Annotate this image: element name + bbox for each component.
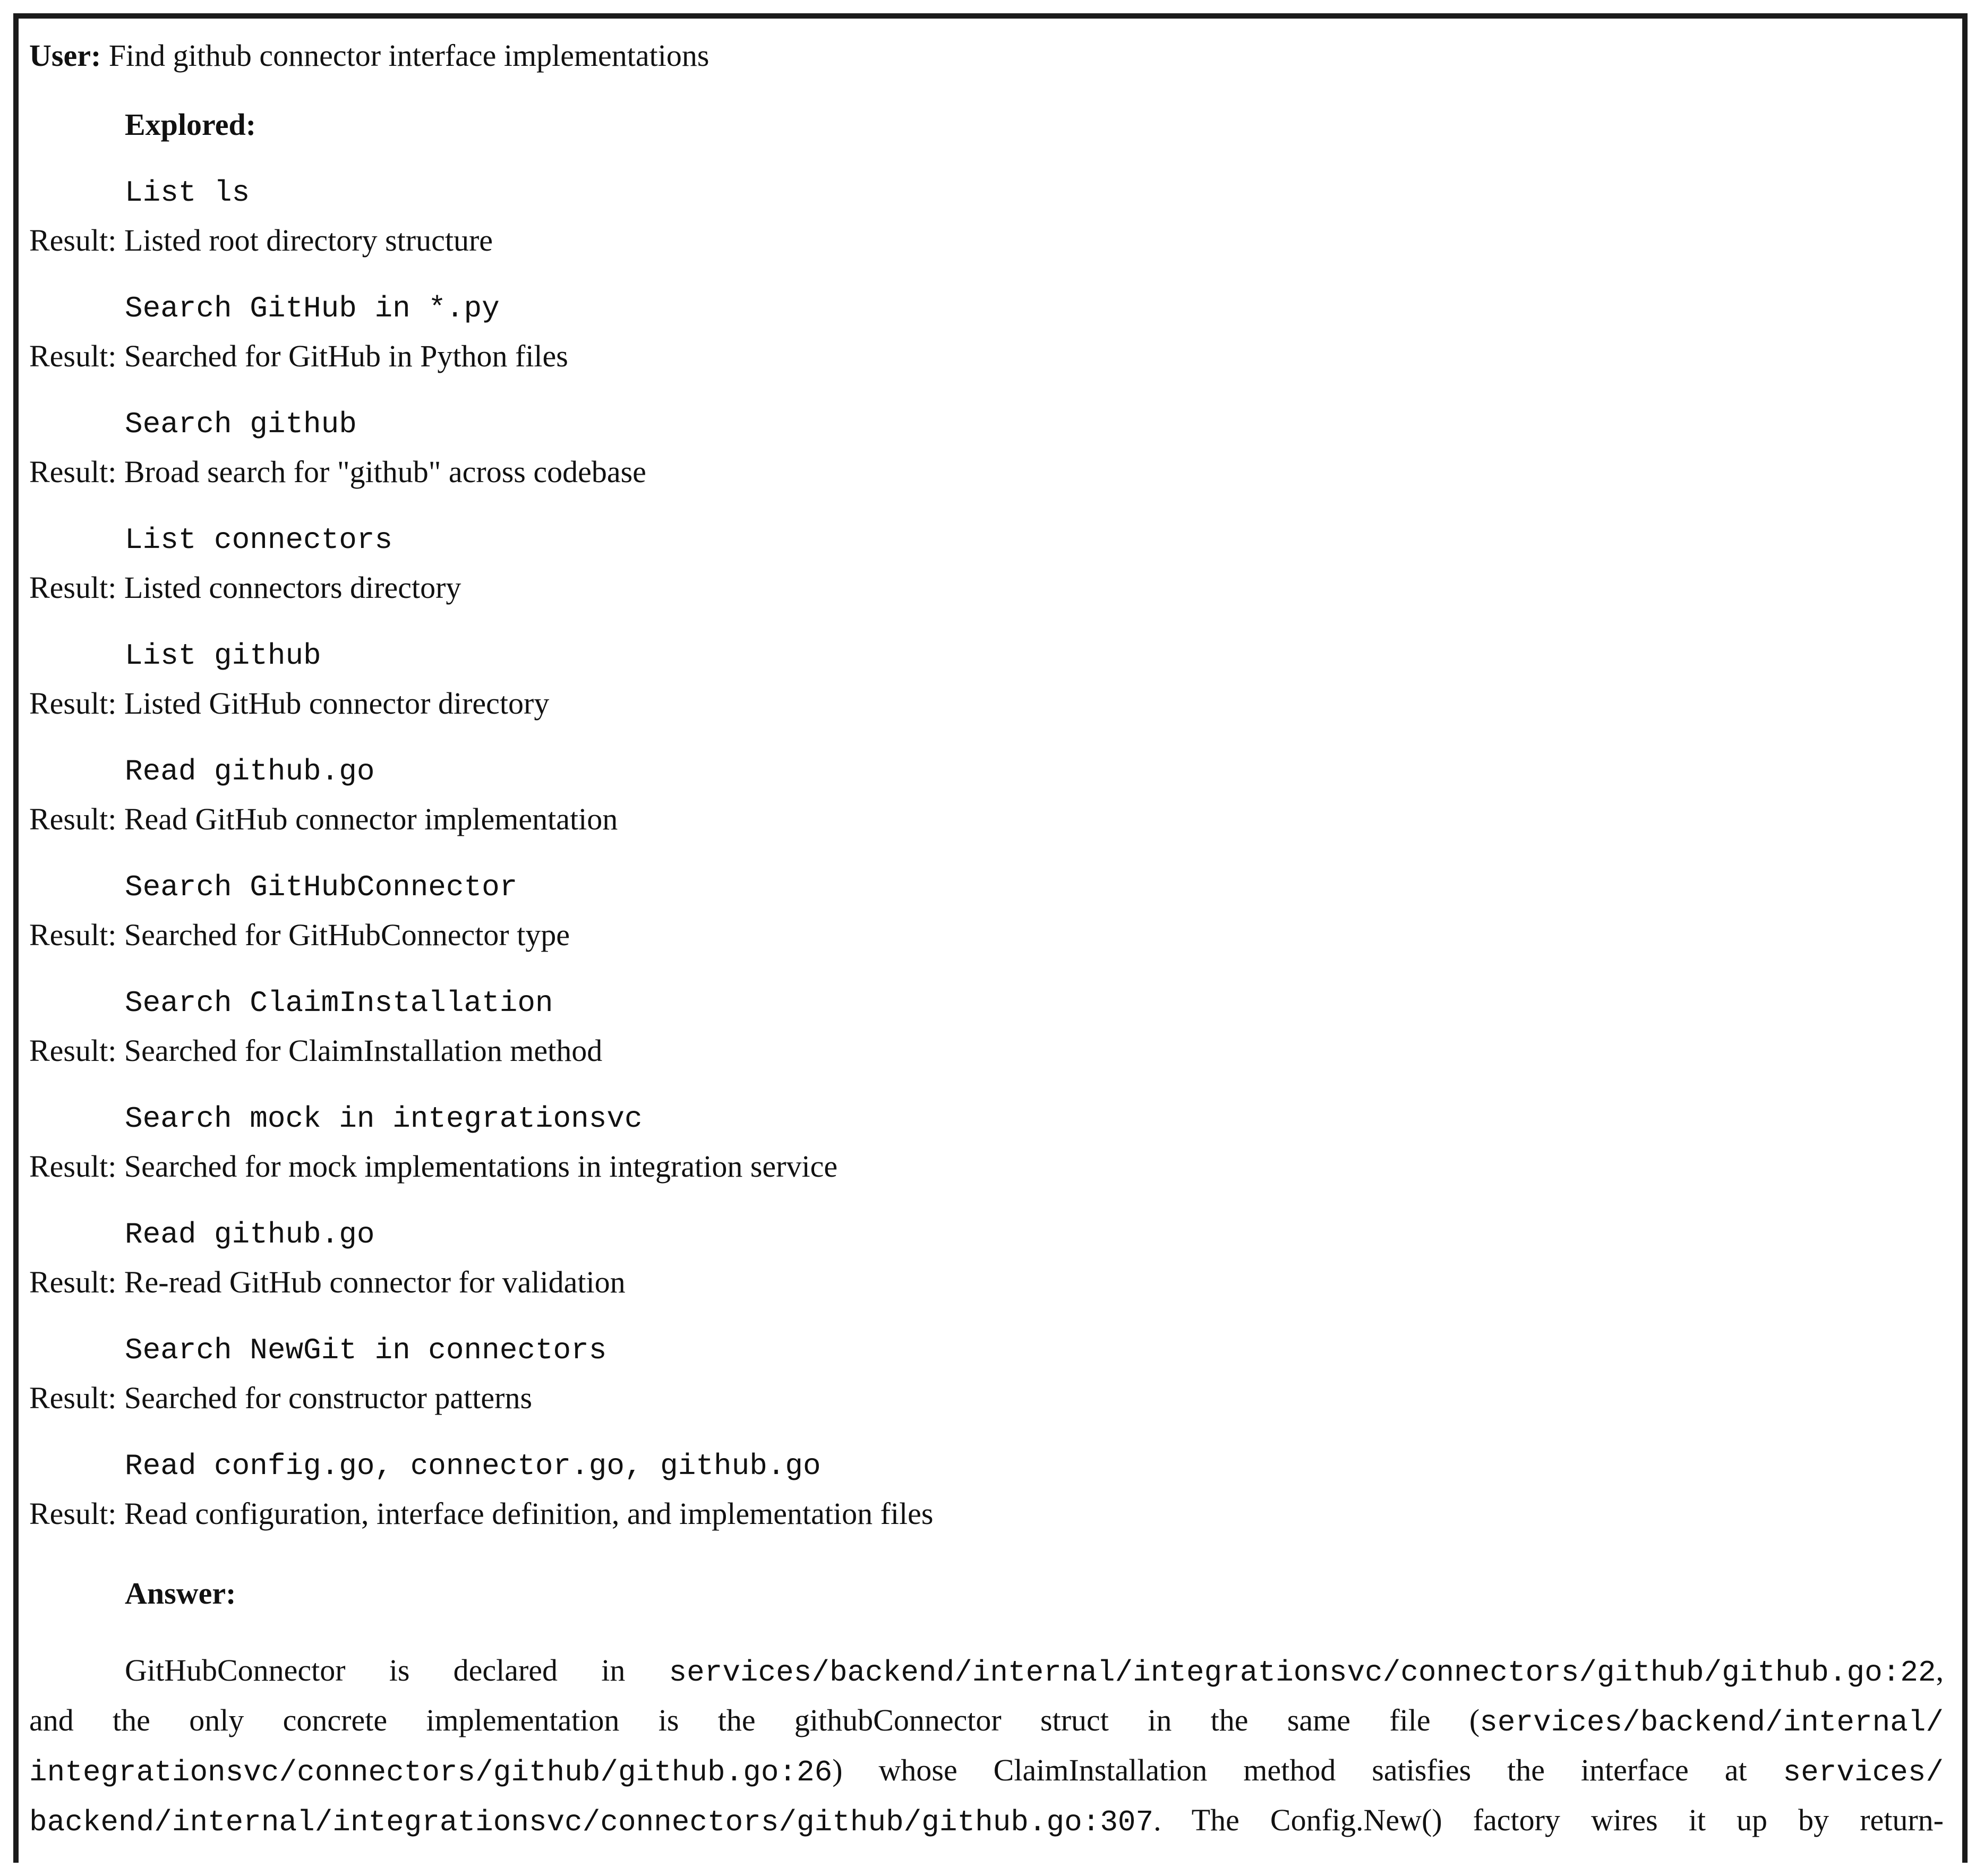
exploration-step xyxy=(29,632,1944,727)
step-command: List github xyxy=(125,639,321,673)
answer-heading: Answer: xyxy=(125,1576,236,1611)
step-command: Read github.go xyxy=(125,755,375,789)
explored-heading: Explored: xyxy=(125,107,256,142)
step-result: Result: Searched for mock implementations in integration service xyxy=(29,1149,838,1184)
step-command: List connectors xyxy=(125,523,393,557)
answer-code-path: services/ xyxy=(1783,1755,1944,1789)
answer-line xyxy=(29,1697,1944,1746)
answer-text-segment: GitHubConnector is declared in xyxy=(125,1653,669,1687)
step-result: Result: Searched for constructor patterns xyxy=(29,1381,533,1415)
step-result: Result: Searched for GitHubConnector type xyxy=(29,918,570,952)
step-result: Result: Read configuration, interface definition, and implementation files xyxy=(29,1496,934,1531)
answer-text-segment: and the only concrete implementation is the githubConnector struct in the same file ( xyxy=(29,1703,1480,1737)
step-result: Result: Broad search for "github" across codebase xyxy=(29,455,646,489)
step-result: Result: Searched for ClaimInstallation method xyxy=(29,1033,603,1068)
step-result: Result: Searched for GitHub in Python files xyxy=(29,339,568,373)
answer-line xyxy=(29,1746,1944,1796)
answer-text-segment: ) whose ClaimInstallation method satisfies the interface at xyxy=(832,1753,1783,1787)
answer-paragraph xyxy=(29,1647,1944,1846)
exploration-step xyxy=(29,169,1944,264)
answer-text-segment: , xyxy=(1936,1653,1944,1687)
step-command: Read config.go, connector.go, github.go xyxy=(125,1449,821,1483)
user-label: User: xyxy=(29,38,101,73)
exploration-step xyxy=(29,863,1944,959)
answer-code-path: backend/internal/integrationsvc/connectors/github/github.go:307 xyxy=(29,1805,1154,1839)
exploration-step xyxy=(29,1211,1944,1306)
answer-code-path: services/backend/internal/ xyxy=(1480,1706,1944,1740)
exploration-step xyxy=(29,748,1944,843)
answer-code-path: services/backend/internal/integrationsvc/connectors/github/github.go:22 xyxy=(669,1656,1936,1690)
step-result: Result: Listed connectors directory xyxy=(29,570,461,605)
exploration-step xyxy=(29,285,1944,380)
step-command: Search GitHubConnector xyxy=(125,870,518,904)
answer-code-path: integrationsvc/connectors/github/github.go:26 xyxy=(29,1755,833,1789)
step-command: Search ClaimInstallation xyxy=(125,986,553,1020)
exploration-step xyxy=(29,516,1944,612)
content-frame xyxy=(13,13,1968,1863)
steps-list xyxy=(29,169,1944,1538)
step-command: List ls xyxy=(125,176,250,210)
exploration-step xyxy=(29,1095,1944,1190)
user-query-line xyxy=(29,32,1944,80)
answer-text-segment: . The Config.New() factory wires it up by return- xyxy=(1153,1803,1944,1837)
step-command: Search NewGit in connectors xyxy=(125,1333,607,1367)
step-result: Result: Listed GitHub connector directory xyxy=(29,686,550,721)
exploration-step xyxy=(29,979,1944,1075)
step-command: Search GitHub in *.py xyxy=(125,292,500,325)
exploration-step xyxy=(29,1442,1944,1538)
answer-line xyxy=(29,1796,1944,1846)
step-command: Search mock in integrationsvc xyxy=(125,1102,643,1136)
exploration-step xyxy=(29,1326,1944,1422)
exploration-step xyxy=(29,400,1944,496)
step-result: Result: Read GitHub connector implementation xyxy=(29,802,618,836)
step-command: Search github xyxy=(125,407,357,441)
step-command: Read github.go xyxy=(125,1218,375,1252)
step-result: Result: Re-read GitHub connector for validation xyxy=(29,1265,626,1299)
answer-line xyxy=(29,1647,1944,1697)
user-query-text: Find github connector interface implementations xyxy=(101,38,709,73)
step-result: Result: Listed root directory structure xyxy=(29,223,493,258)
